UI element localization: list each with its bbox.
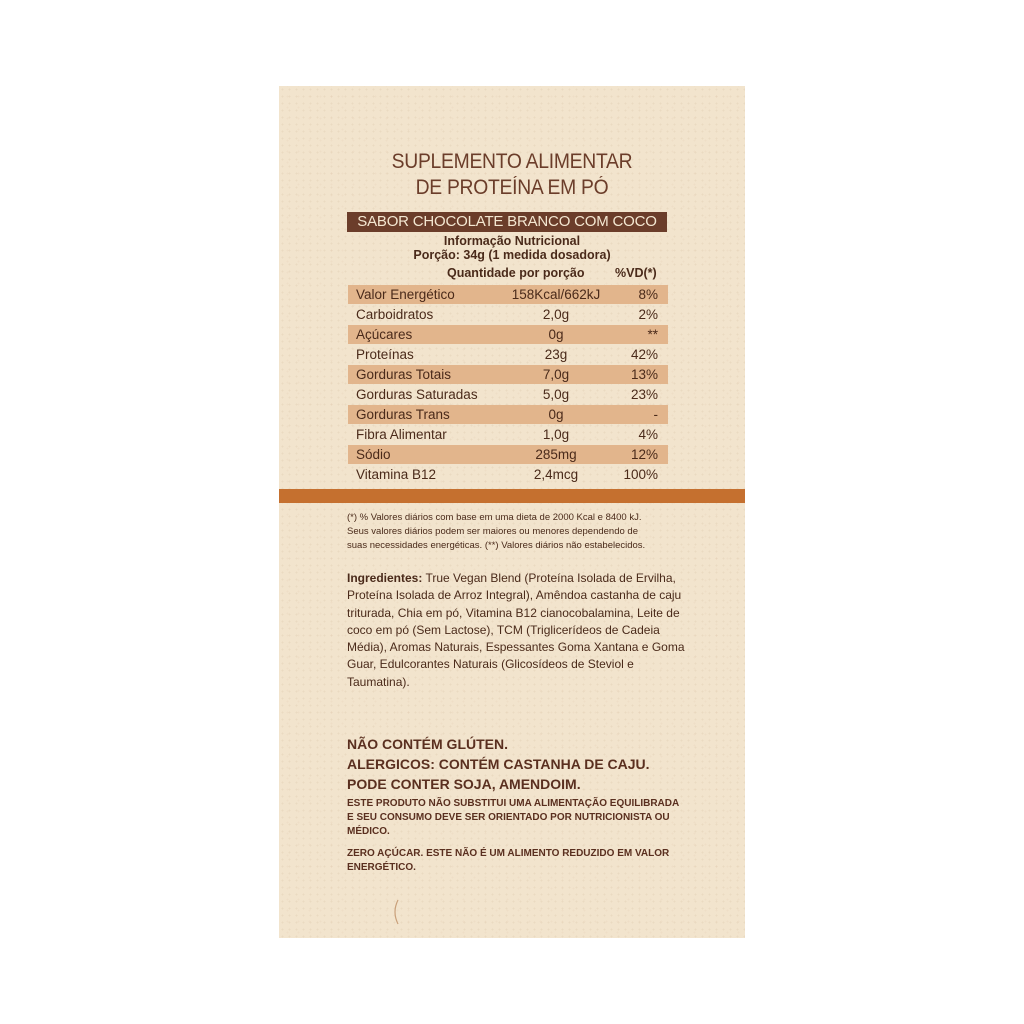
- ingredients: [347, 570, 687, 691]
- allergen-line: PODE CONTER SOJA, AMENDOIM.: [347, 776, 581, 792]
- nutrient-quantity: 23g: [544, 347, 568, 362]
- product-title-line2: DE PROTEÍNA EM PÓ: [415, 176, 609, 199]
- nutrient-quantity: 0g: [548, 407, 564, 422]
- nutrient-vd: 13%: [630, 367, 658, 382]
- nutrient-vd: 8%: [638, 287, 658, 302]
- nutrient-quantity: 5,0g: [542, 387, 570, 402]
- ingredients-label: Ingredientes:: [347, 571, 423, 585]
- footnote-line: Seus valores diários podem ser maiores ou menores dependendo de: [347, 526, 638, 537]
- column-header-quantity: Quantidade por porção: [447, 266, 585, 280]
- table-row: [348, 305, 668, 324]
- nutrient-name: Gorduras Saturadas: [356, 387, 478, 402]
- column-header-vd: %VD(*): [615, 266, 657, 280]
- nutrient-vd: 12%: [630, 447, 658, 462]
- nutrient-quantity: 158Kcal/662kJ: [511, 287, 601, 302]
- decorative-curve-mark: [390, 898, 404, 926]
- nutrient-quantity: 0g: [548, 327, 564, 342]
- nutrient-vd: 4%: [638, 427, 658, 442]
- nutrient-name: Carboidratos: [356, 307, 434, 322]
- allergen-info: [347, 734, 707, 794]
- warning-consumption: ESTE PRODUTO NÃO SUBSTITUI UMA ALIMENTAÇÃO EQUILIBRADA E SEU CONSUMO DEVE SER ORIENTADO POR NUTRICIONISTA OU MÉDICO.: [347, 798, 679, 837]
- ingredients-text: True Vegan Blend (Proteína Isolada de Ervilha, Proteína Isolada de Arroz Integral), Amêndoa castanha de caju triturada, Chia em pó, Vitamina B12 cianocobalamina, Leite de coco em pó (Sem Lactose), TCM (Triglicerídeos de Cadeia Média), Aromas Naturais, Espessantes Goma Xantana e Goma Guar, Edulcorantes Naturais (Glicosídeos de Steviol e Taumatina).: [347, 571, 685, 689]
- nutrient-name: Valor Energético: [356, 287, 455, 302]
- nutrient-vd: **: [647, 327, 658, 342]
- nutrient-quantity: 2,0g: [542, 307, 570, 322]
- table-row: [348, 325, 668, 344]
- table-row: [348, 445, 668, 464]
- nutrient-vd: -: [653, 407, 658, 422]
- nutrient-quantity: 2,4mcg: [533, 467, 579, 482]
- table-row: [348, 385, 668, 404]
- nutrient-name: Gorduras Totais: [356, 367, 452, 382]
- table-row: [348, 365, 668, 384]
- product-label-panel: [279, 86, 745, 938]
- table-row: [348, 465, 668, 484]
- nutrient-vd: 2%: [638, 307, 658, 322]
- footnote: [347, 511, 697, 553]
- footnote-line: suas necessidades energéticas. (**) Valores diários não estabelecidos.: [347, 540, 646, 551]
- flavor-banner: SABOR CHOCOLATE BRANCO COM COCO: [347, 212, 667, 232]
- nutrient-name: Vitamina B12: [356, 467, 437, 482]
- nutrient-name: Gorduras Trans: [356, 407, 450, 422]
- nutrient-vd: 23%: [630, 387, 658, 402]
- nutrient-name: Sódio: [356, 447, 391, 462]
- footnote-line: (*) % Valores diários com base em uma dieta de 2000 Kcal e 8400 kJ.: [347, 512, 642, 523]
- nutrition-info-title: Informação Nutricional: [443, 234, 581, 248]
- nutrient-name: Proteínas: [356, 347, 414, 362]
- portion-size: Porção: 34g (1 medida dosadora): [413, 248, 611, 262]
- product-title-line1: SUPLEMENTO ALIMENTAR: [391, 150, 633, 173]
- warning-sugar: ZERO AÇÚCAR. ESTE NÃO É UM ALIMENTO REDUZIDO EM VALOR ENERGÉTICO.: [347, 848, 670, 873]
- nutrient-name: Fibra Alimentar: [356, 427, 447, 442]
- nutrient-vd: 42%: [630, 347, 658, 362]
- divider-bar: [279, 489, 745, 503]
- nutrient-vd: 100%: [623, 467, 658, 482]
- nutrient-name: Açúcares: [356, 327, 413, 342]
- table-row: [348, 345, 668, 364]
- nutrient-quantity: 1,0g: [542, 427, 570, 442]
- table-row: [348, 285, 668, 304]
- table-row: [348, 425, 668, 444]
- table-row: [348, 405, 668, 424]
- allergen-line: NÃO CONTÉM GLÚTEN.: [347, 736, 508, 752]
- allergen-line: ALERGICOS: CONTÉM CASTANHA DE CAJU.: [347, 756, 650, 772]
- nutrient-quantity: 7,0g: [542, 367, 570, 382]
- nutrient-quantity: 285mg: [535, 447, 577, 462]
